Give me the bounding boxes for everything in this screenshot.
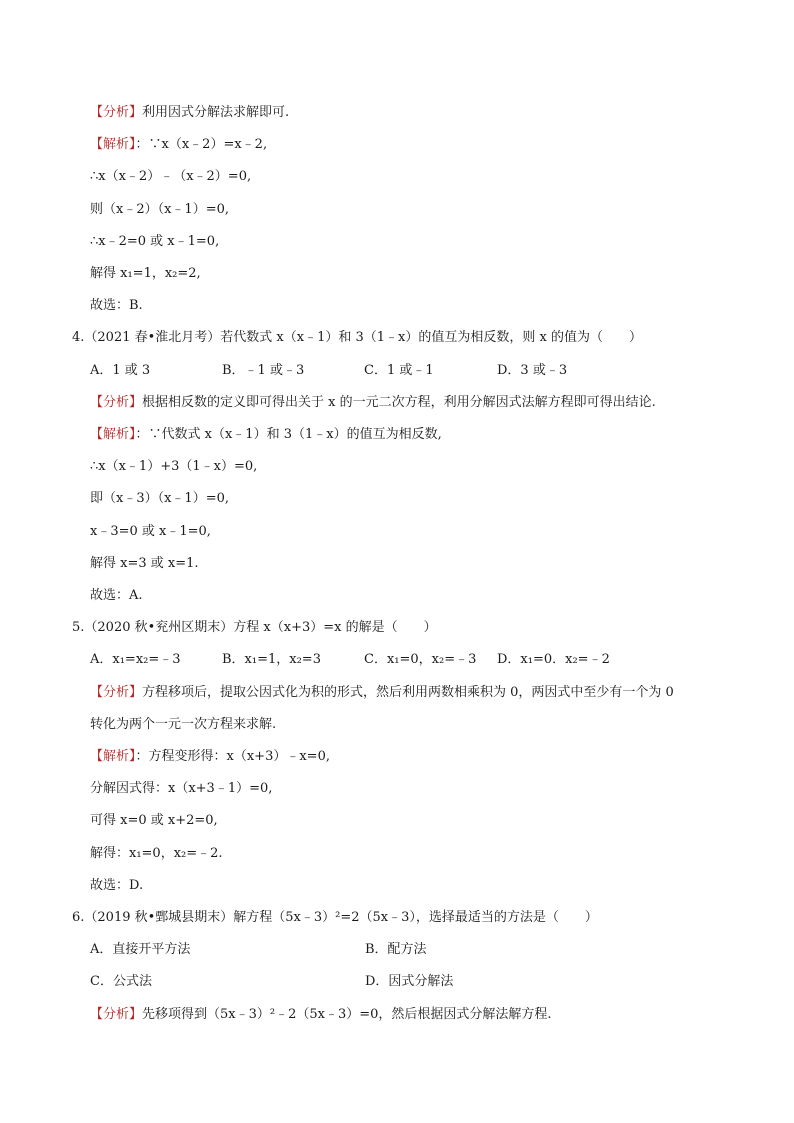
line-text: 根据相反数的定义即可得出关于 x 的一元二次方程，利用分解因式法解方程即可得出结论.: [142, 395, 656, 410]
analysis-line: [90, 103, 289, 123]
line-text: ∴x（x﹣2）﹣（x﹣2）=0,: [90, 169, 252, 184]
step-line: [90, 167, 251, 187]
line-text: 方程移项后，提取公因式化为积的形式，然后利用两数相乘积为 0，两因式中至少有一个为 0: [142, 685, 674, 700]
answer-option: A．1 或 3: [90, 363, 151, 378]
step-line: [90, 264, 201, 284]
step-line: [90, 489, 229, 509]
solution-line: [90, 135, 267, 155]
line-text: 可得 x=0 或 x+2=0,: [90, 813, 218, 828]
solution-tag: 【解析】: [90, 137, 136, 152]
line-text: 解得：x₁=0，x₂=﹣2.: [90, 846, 223, 861]
line-text: 利用因式分解法求解即可.: [142, 105, 290, 120]
line-text: 转化为两个一元一次方程来求解.: [90, 717, 277, 732]
answer-option: B．﹣1 或﹣3: [222, 363, 305, 378]
line-text: 分解因式得：x（x+3﹣1）=0,: [90, 781, 273, 796]
line-text: 故选：A.: [90, 588, 143, 603]
line-text: 4.（2021 春•淮北月考）若代数式 x（x﹣1）和 3（1﹣x）的值互为相反数，则 x 的值为（ ）: [72, 330, 642, 345]
line-text: ：∵x（x﹣2）=x﹣2,: [135, 137, 268, 152]
solution-line: [90, 747, 330, 767]
line-text: ∴x（x﹣1）+3（1﹣x）=0,: [90, 459, 258, 474]
line-text: 5.（2020 秋•兖州区期末）方程 x（x+3）=x 的解是（ ）: [72, 620, 437, 635]
answer-option: A．直接开平方法: [90, 942, 191, 957]
analysis-tag: 【分析】: [90, 1007, 143, 1022]
analysis-tag: 【分析】: [90, 395, 143, 410]
line-text: x﹣3=0 或 x﹣1=0,: [90, 524, 211, 539]
line-text: ：方程变形得：x（x+3）﹣x=0,: [135, 749, 330, 764]
line-text: 6.（2019 秋•鄄城县期末）解方程（5x﹣3）²=2（5x﹣3），选择最适当的方法是（ ）: [72, 910, 598, 925]
solution-line: [90, 425, 442, 445]
line-text: 即（x﹣3）（x﹣1）=0,: [90, 491, 230, 506]
step-line: [90, 876, 143, 896]
line-text: 故选：B.: [90, 298, 143, 313]
step-line: [90, 844, 223, 864]
answer-option: D．因式分解法: [365, 974, 454, 989]
answer-option: D．3 或﹣3: [497, 363, 568, 378]
question-stem: [72, 908, 598, 928]
step-line: [90, 457, 257, 477]
answer-option: B．配方法: [365, 942, 427, 957]
step-line: [90, 554, 199, 574]
answer-option: B．x₁=1，x₂=3: [222, 652, 321, 667]
line-text: 解得 x₁=1，x₂=2,: [90, 266, 201, 281]
step-line: [90, 779, 272, 799]
analysis-line: [90, 1005, 552, 1025]
answer-option: C．1 或﹣1: [364, 363, 434, 378]
line-text: 先移项得到（5x﹣3）²﹣2（5x﹣3）=0，然后根据因式分解法解方程.: [142, 1007, 552, 1022]
question-stem: [72, 618, 437, 638]
step-line: [90, 296, 143, 316]
analysis-line: [90, 683, 674, 703]
analysis-tag: 【分析】: [90, 685, 143, 700]
analysis-tag: 【分析】: [90, 105, 143, 120]
answer-option: D．x₁=0．x₂=﹣2: [497, 652, 610, 667]
line-text: ：∵代数式 x（x﹣1）和 3（1﹣x）的值互为相反数,: [135, 427, 442, 442]
answer-option: C．公式法: [90, 974, 152, 989]
line-text: 则（x﹣2）（x﹣1）=0,: [90, 202, 230, 217]
step-line: [90, 522, 211, 542]
solution-tag: 【解析】: [90, 749, 136, 764]
step-line: [90, 811, 218, 831]
solution-tag: 【解析】: [90, 427, 136, 442]
analysis-line: [90, 393, 656, 413]
line-text: 解得 x=3 或 x=1.: [90, 556, 199, 571]
step-line: [90, 586, 143, 606]
step-line: [90, 200, 229, 220]
question-stem: [72, 328, 642, 348]
step-line: [90, 232, 219, 252]
line-text: ∴x﹣2=0 或 x﹣1=0,: [90, 234, 220, 249]
line-text: 故选：D.: [90, 878, 144, 893]
answer-option: C．x₁=0，x₂=﹣3: [364, 652, 477, 667]
answer-option: A．x₁=x₂=﹣3: [90, 652, 181, 667]
step-line: [90, 715, 276, 735]
